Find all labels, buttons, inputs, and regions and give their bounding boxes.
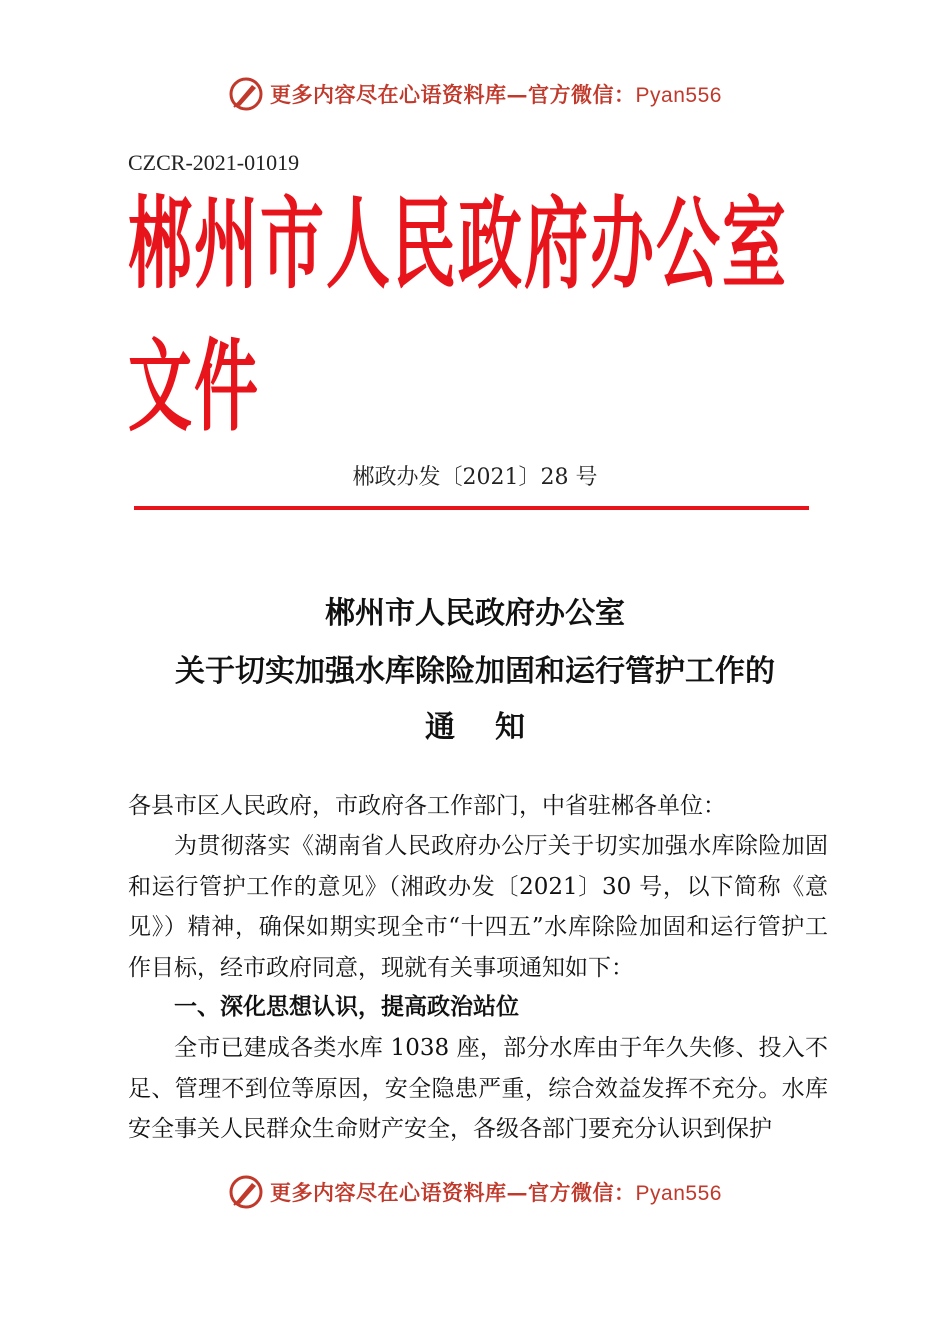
watermark-text: 更多内容尽在心语资料库—官方微信：Pyan556 <box>270 1180 722 1205</box>
document-code: CZCR-2021-01019 <box>128 150 300 175</box>
document-number: 郴政办发〔2021〕28 号 <box>352 465 598 490</box>
paragraph-intro: 为贯彻落实《湖南省人民政府办公厅关于切实加强水库除险加固和运行管护工作的意见》（湘政办发〔2021〕30 号，以下简称《意见》）精神，确保如期实现全市“十四五”水库除险加固和运行管护工作目标，经市政府同意，现就有关事项通知如下： <box>128 833 828 981</box>
watermark-header <box>0 74 950 114</box>
watermark-footer <box>0 1172 950 1212</box>
section-heading-1: 一、深化思想认识，提高政治站位 <box>174 994 519 1020</box>
red-divider <box>134 506 809 510</box>
watermark-account: Pyan556 <box>635 1182 722 1205</box>
salutation: 各县市区人民政府，市政府各工作部门，中省驻郴各单位： <box>128 793 726 819</box>
title-line-3: 通知 <box>425 710 565 745</box>
title-line-2: 关于切实加强水库除险加固和运行管护工作的 <box>175 654 775 689</box>
quill-pen-circle-icon <box>228 1174 264 1210</box>
quill-pen-circle-icon <box>228 76 264 112</box>
issuer-banner-title: 郴州市人民政府办公室文件 <box>128 188 788 446</box>
paragraph-section-1: 全市已建成各类水库 1038 座，部分水库由于年久失修、投入不足、管理不到位等原因，安全隐患严重，综合效益发挥不充分。水库安全事关人民群众生命财产安全，各级各部门要充分认识到保护 <box>128 1035 828 1142</box>
title-line-1: 郴州市人民政府办公室 <box>325 596 625 631</box>
watermark-account: Pyan556 <box>635 84 722 107</box>
issuer-banner <box>128 188 818 446</box>
watermark-text: 更多内容尽在心语资料库—官方微信：Pyan556 <box>270 82 722 107</box>
